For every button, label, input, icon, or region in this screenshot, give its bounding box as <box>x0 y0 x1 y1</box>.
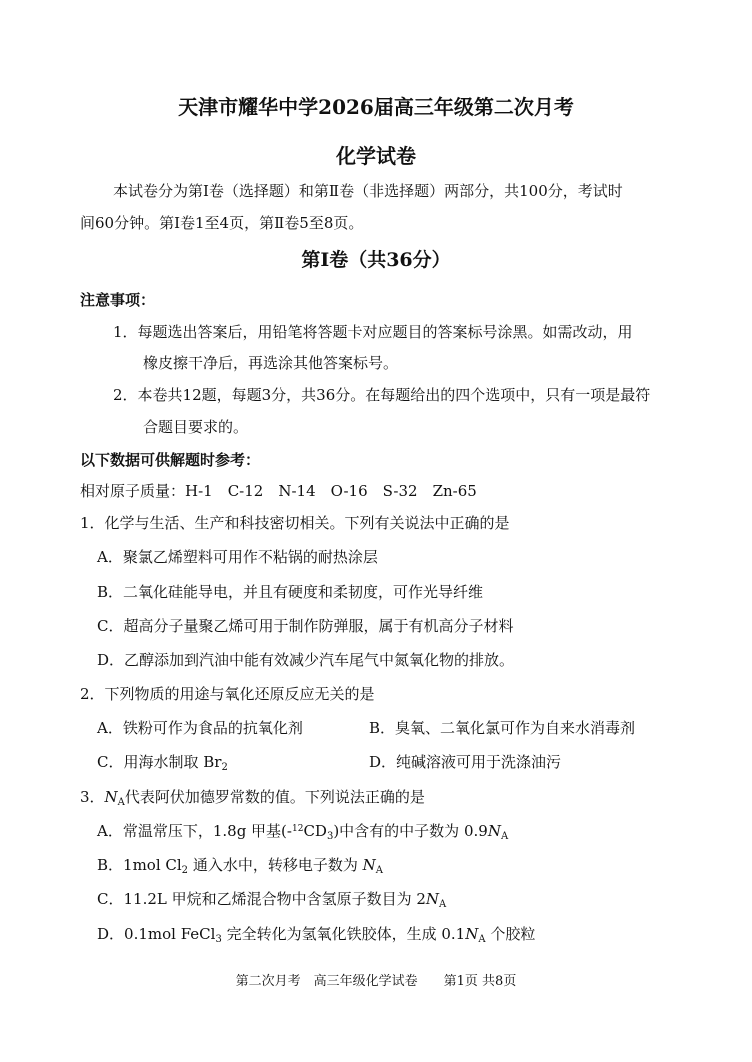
q2-option-c-text: C．用海水制取 Br <box>97 753 222 771</box>
q3-a-superscript: 12 <box>291 824 304 834</box>
q3-c-na-subscript: A <box>439 899 447 910</box>
q2-option-b: B．臭氧、二氧化氯可作为自来水消毒剂 <box>369 719 636 737</box>
q3-option-b <box>97 855 383 878</box>
q3-a-na-symbol: N <box>487 822 501 840</box>
q3-na-subscript: A <box>117 797 125 808</box>
q3-a-na-subscript: A <box>500 831 509 842</box>
q3-b-part1: B．1mol Cl <box>97 856 182 874</box>
atomic-masses: 相对原子质量：H-1 C-12 N-14 O-16 S-32 Zn-65 <box>80 482 477 500</box>
q3-a-part2: CD <box>303 822 327 840</box>
notice-item-2-line-2: 合题目要求的。 <box>143 418 249 436</box>
q3-a-part3: )中含有的中子数为 0.9 <box>333 822 488 840</box>
q3-c-part1: C．11.2L 甲烷和乙烯混合物中含氢原子数目为 2 <box>97 890 426 908</box>
q2-option-a: A．铁粉可作为食品的抗氧化剂 <box>97 719 303 737</box>
notice-heading: 注意事项： <box>80 291 156 309</box>
q3-b-subscript: 2 <box>181 865 189 876</box>
notice-item-1-line-2: 橡皮擦干净后，再选涂其他答案标号。 <box>143 354 399 372</box>
q3-na-symbol: N <box>104 788 118 806</box>
q3-b-part2: 通入水中，转移电子数为 <box>188 856 363 874</box>
q3-d-part1: D．0.1mol FeCl <box>97 925 216 943</box>
page-footer: 第二次月考 高三年级化学试卷 第1页 共8页 <box>235 974 517 989</box>
q3-d-na-subscript: A <box>478 934 486 945</box>
q3-stem: 3．$N_A$代表阿伏加德罗常数的值。下列说法正确的是 <box>80 788 425 808</box>
notice-item-2-line-1: 2．本卷共12题，每题3分，共36分。在每题给出的四个选项中，只有一项是最符 <box>113 386 651 404</box>
q3-d-part2: 完全转化为氢氧化铁胶体，生成 0.1 <box>221 925 466 943</box>
q1-option-a: A．聚氯乙烯塑料可用作不粘锅的耐热涂层 <box>97 548 378 566</box>
q3-d-na-symbol: N <box>465 925 479 943</box>
intro-line-2: 间60分钟。第Ⅰ卷1至4页，第Ⅱ卷5至8页。 <box>80 214 364 232</box>
q3-d-subscript: 3 <box>215 934 222 945</box>
q2-option-c <box>97 752 228 775</box>
q3-option-c <box>97 889 446 912</box>
q1-option-c: C．超高分子量聚乙烯可用于制作防弹服，属于有机高分子材料 <box>97 617 514 635</box>
q2-option-c-subscript: 2 <box>221 762 228 773</box>
q3-a-subscript: 3 <box>326 831 334 842</box>
q1-option-d: D．乙醇添加到汽油中能有效减少汽车尾气中氮氧化物的排放。 <box>97 651 515 669</box>
q3-option-a <box>97 821 508 844</box>
reference-heading: 以下数据可供解题时参考： <box>80 451 261 469</box>
exam-title: 天津市耀华中学2026届高三年级第二次月考 <box>178 95 574 119</box>
q3-c-na-symbol: N <box>425 890 440 908</box>
q3-option-d <box>97 924 535 947</box>
q1-option-b: B．二氧化硅能导电，并且有硬度和柔韧度，可作光导纤维 <box>97 583 484 601</box>
q1-stem: 1．化学与生活、生产和科技密切相关。下列有关说法中正确的是 <box>80 514 510 532</box>
q3-b-na-subscript: A <box>375 865 383 876</box>
q3-d-part3: 个胶粒 <box>485 925 536 943</box>
q2-stem: 2．下列物质的用途与氧化还原反应无关的是 <box>80 685 375 703</box>
intro-line-1: 本试卷分为第Ⅰ卷（选择题）和第Ⅱ卷（非选择题）两部分，共100分，考试时 <box>113 182 623 200</box>
q2-option-d: D．纯碱溶液可用于洗涤油污 <box>369 753 562 771</box>
q3-stem-text: 代表阿伏加德罗常数的值。下列说法正确的是 <box>124 788 425 806</box>
q3-a-part1: A．常温常压下，1.8g 甲基(- <box>97 822 292 840</box>
exam-subtitle: 化学试卷 <box>336 144 416 168</box>
notice-item-1-line-1: 1．每题选出答案后，用铅笔将答题卡对应题目的答案标号涂黑。如需改动，用 <box>113 323 633 341</box>
q3-b-na-symbol: N <box>362 856 376 874</box>
section-title: 第Ⅰ卷（共36分） <box>301 249 451 271</box>
